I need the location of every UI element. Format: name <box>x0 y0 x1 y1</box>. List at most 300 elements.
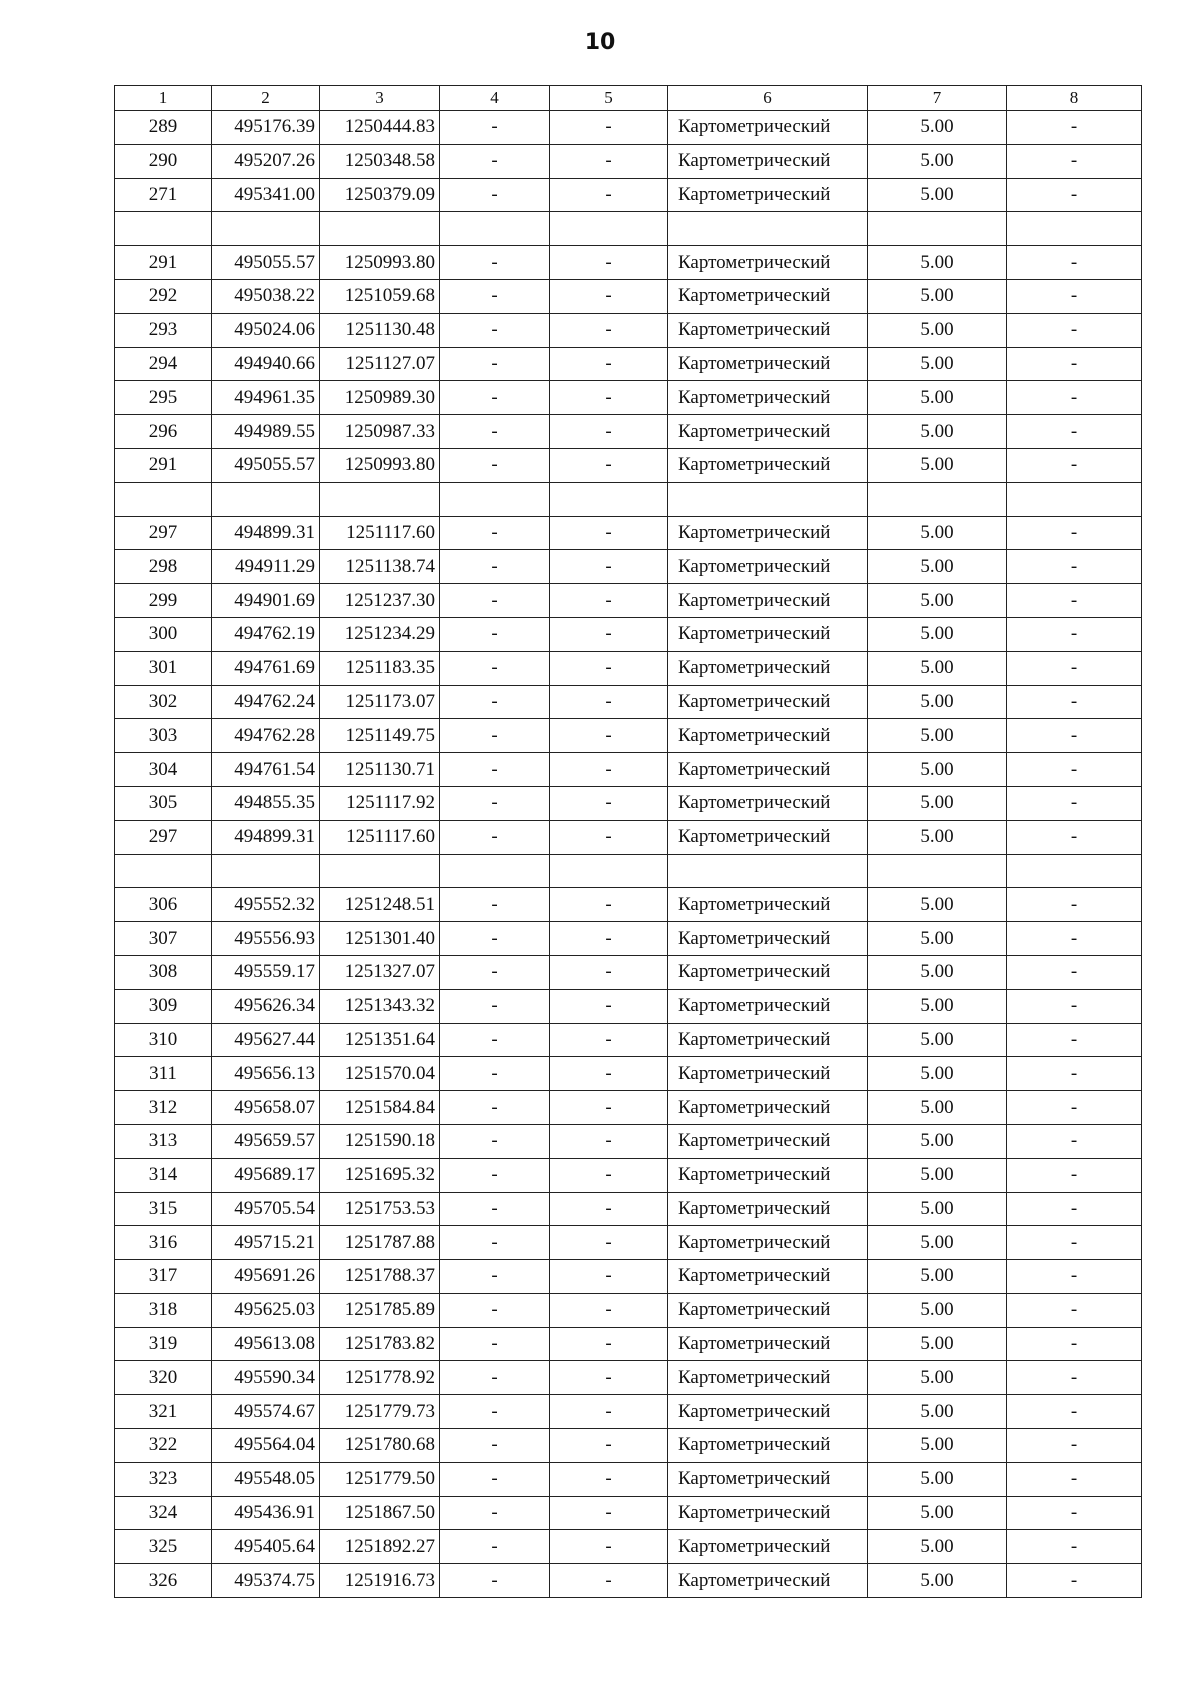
y-coordinate-cell: 1251343.32 <box>320 989 440 1023</box>
column-5-cell: - <box>550 1395 668 1429</box>
column-5-cell: - <box>550 178 668 212</box>
column-5-cell: - <box>550 381 668 415</box>
column-5-cell: - <box>550 1057 668 1091</box>
table-row <box>115 1462 1142 1496</box>
accuracy-cell: 5.00 <box>868 111 1007 145</box>
column-8-cell: - <box>1007 111 1142 145</box>
point-number-cell: 309 <box>115 989 212 1023</box>
method-cell: Картометрический <box>668 246 868 280</box>
accuracy-cell: 5.00 <box>868 584 1007 618</box>
table-row <box>115 1293 1142 1327</box>
table-row <box>115 347 1142 381</box>
column-8-cell: - <box>1007 1192 1142 1226</box>
y-coordinate-cell <box>320 212 440 246</box>
y-coordinate-cell: 1251780.68 <box>320 1429 440 1463</box>
y-coordinate-cell <box>320 482 440 516</box>
column-5-cell: - <box>550 1226 668 1260</box>
y-coordinate-cell: 1251117.60 <box>320 516 440 550</box>
table-row <box>115 178 1142 212</box>
method-cell: Картометрический <box>668 381 868 415</box>
point-number-cell: 300 <box>115 617 212 651</box>
y-coordinate-cell: 1251570.04 <box>320 1057 440 1091</box>
column-5-cell: - <box>550 279 668 313</box>
column-5-cell: - <box>550 1124 668 1158</box>
x-coordinate-cell: 495552.32 <box>212 888 320 922</box>
table-row <box>115 448 1142 482</box>
column-4-cell: - <box>440 381 550 415</box>
column-4-cell: - <box>440 1260 550 1294</box>
column-header-5: 5 <box>550 86 668 111</box>
y-coordinate-cell: 1251779.50 <box>320 1462 440 1496</box>
y-coordinate-cell: 1251788.37 <box>320 1260 440 1294</box>
column-4-cell: - <box>440 144 550 178</box>
y-coordinate-cell: 1251916.73 <box>320 1564 440 1598</box>
accuracy-cell: 5.00 <box>868 516 1007 550</box>
column-5-cell: - <box>550 415 668 449</box>
column-8-cell: - <box>1007 246 1142 280</box>
column-5-cell: - <box>550 685 668 719</box>
column-5-cell <box>550 212 668 246</box>
point-number-cell: 314 <box>115 1158 212 1192</box>
column-5-cell: - <box>550 1530 668 1564</box>
table-row <box>115 888 1142 922</box>
y-coordinate-cell: 1251779.73 <box>320 1395 440 1429</box>
column-4-cell: - <box>440 111 550 145</box>
column-8-cell: - <box>1007 1226 1142 1260</box>
column-5-cell: - <box>550 246 668 280</box>
x-coordinate-cell: 495590.34 <box>212 1361 320 1395</box>
column-5-cell: - <box>550 584 668 618</box>
point-number-cell: 319 <box>115 1327 212 1361</box>
method-cell: Картометрический <box>668 550 868 584</box>
table-row <box>115 584 1142 618</box>
column-8-cell: - <box>1007 1293 1142 1327</box>
x-coordinate-cell: 495055.57 <box>212 448 320 482</box>
x-coordinate-cell: 494899.31 <box>212 516 320 550</box>
x-coordinate-cell <box>212 854 320 888</box>
accuracy-cell: 5.00 <box>868 1361 1007 1395</box>
x-coordinate-cell: 495436.91 <box>212 1496 320 1530</box>
accuracy-cell: 5.00 <box>868 888 1007 922</box>
x-coordinate-cell: 495564.04 <box>212 1429 320 1463</box>
table-row <box>115 1260 1142 1294</box>
point-number-cell: 325 <box>115 1530 212 1564</box>
point-number-cell: 323 <box>115 1462 212 1496</box>
accuracy-cell <box>868 854 1007 888</box>
x-coordinate-cell: 494940.66 <box>212 347 320 381</box>
method-cell: Картометрический <box>668 1091 868 1125</box>
point-number-cell: 308 <box>115 955 212 989</box>
x-coordinate-cell: 495691.26 <box>212 1260 320 1294</box>
point-number-cell: 326 <box>115 1564 212 1598</box>
column-5-cell: - <box>550 111 668 145</box>
y-coordinate-cell: 1251117.92 <box>320 786 440 820</box>
y-coordinate-cell: 1250989.30 <box>320 381 440 415</box>
column-4-cell: - <box>440 820 550 854</box>
accuracy-cell: 5.00 <box>868 685 1007 719</box>
column-5-cell: - <box>550 989 668 1023</box>
y-coordinate-cell: 1251695.32 <box>320 1158 440 1192</box>
column-4-cell: - <box>440 313 550 347</box>
column-5-cell: - <box>550 786 668 820</box>
point-number-cell: 307 <box>115 922 212 956</box>
column-4-cell <box>440 482 550 516</box>
point-number-cell: 305 <box>115 786 212 820</box>
column-4-cell: - <box>440 1429 550 1463</box>
method-cell: Картометрический <box>668 313 868 347</box>
y-coordinate-cell: 1251248.51 <box>320 888 440 922</box>
column-5-cell: - <box>550 1462 668 1496</box>
column-5-cell: - <box>550 888 668 922</box>
point-number-cell: 289 <box>115 111 212 145</box>
column-4-cell: - <box>440 888 550 922</box>
coordinates-table <box>114 85 1142 1598</box>
column-8-cell: - <box>1007 1158 1142 1192</box>
x-coordinate-cell: 495341.00 <box>212 178 320 212</box>
column-4-cell: - <box>440 347 550 381</box>
method-cell: Картометрический <box>668 786 868 820</box>
method-cell: Картометрический <box>668 1260 868 1294</box>
column-5-cell: - <box>550 1091 668 1125</box>
column-4-cell: - <box>440 1496 550 1530</box>
table-body <box>115 86 1142 1598</box>
column-5-cell: - <box>550 1496 668 1530</box>
y-coordinate-cell: 1250348.58 <box>320 144 440 178</box>
point-number-cell: 301 <box>115 651 212 685</box>
column-8-cell: - <box>1007 719 1142 753</box>
accuracy-cell: 5.00 <box>868 786 1007 820</box>
column-5-cell: - <box>550 1023 668 1057</box>
column-8-cell: - <box>1007 448 1142 482</box>
point-number-cell: 295 <box>115 381 212 415</box>
column-5-cell: - <box>550 516 668 550</box>
y-coordinate-cell: 1251138.74 <box>320 550 440 584</box>
accuracy-cell: 5.00 <box>868 651 1007 685</box>
accuracy-cell: 5.00 <box>868 1124 1007 1158</box>
column-5-cell: - <box>550 1192 668 1226</box>
column-8-cell: - <box>1007 1462 1142 1496</box>
table-row <box>115 1395 1142 1429</box>
x-coordinate-cell <box>212 212 320 246</box>
method-cell: Картометрический <box>668 1057 868 1091</box>
point-number-cell: 322 <box>115 1429 212 1463</box>
accuracy-cell: 5.00 <box>868 719 1007 753</box>
table-row <box>115 651 1142 685</box>
method-cell: Картометрический <box>668 144 868 178</box>
accuracy-cell: 5.00 <box>868 1327 1007 1361</box>
column-8-cell: - <box>1007 1327 1142 1361</box>
x-coordinate-cell: 494855.35 <box>212 786 320 820</box>
accuracy-cell: 5.00 <box>868 617 1007 651</box>
method-cell: Картометрический <box>668 753 868 787</box>
table-row <box>115 1226 1142 1260</box>
y-coordinate-cell: 1251117.60 <box>320 820 440 854</box>
table-row <box>115 1091 1142 1125</box>
point-number-cell: 271 <box>115 178 212 212</box>
accuracy-cell: 5.00 <box>868 1530 1007 1564</box>
table-row <box>115 989 1142 1023</box>
x-coordinate-cell: 495176.39 <box>212 111 320 145</box>
column-8-cell: - <box>1007 651 1142 685</box>
method-cell: Картометрический <box>668 1564 868 1598</box>
column-8-cell: - <box>1007 550 1142 584</box>
table-header-row <box>115 86 1142 111</box>
method-cell: Картометрический <box>668 448 868 482</box>
table-row <box>115 111 1142 145</box>
accuracy-cell: 5.00 <box>868 1192 1007 1226</box>
column-4-cell: - <box>440 448 550 482</box>
point-number-cell: 291 <box>115 448 212 482</box>
accuracy-cell: 5.00 <box>868 1158 1007 1192</box>
column-4-cell: - <box>440 279 550 313</box>
table-row <box>115 617 1142 651</box>
method-cell: Картометрический <box>668 1293 868 1327</box>
accuracy-cell: 5.00 <box>868 550 1007 584</box>
column-8-cell: - <box>1007 1395 1142 1429</box>
method-cell: Картометрический <box>668 1429 868 1463</box>
method-cell: Картометрический <box>668 1158 868 1192</box>
method-cell: Картометрический <box>668 415 868 449</box>
x-coordinate-cell: 495556.93 <box>212 922 320 956</box>
point-number-cell: 312 <box>115 1091 212 1125</box>
column-8-cell: - <box>1007 685 1142 719</box>
column-4-cell: - <box>440 1293 550 1327</box>
column-5-cell: - <box>550 651 668 685</box>
column-8-cell: - <box>1007 753 1142 787</box>
column-8-cell: - <box>1007 415 1142 449</box>
table-row <box>115 1192 1142 1226</box>
column-4-cell: - <box>440 922 550 956</box>
y-coordinate-cell: 1251173.07 <box>320 685 440 719</box>
accuracy-cell: 5.00 <box>868 1057 1007 1091</box>
x-coordinate-cell: 495658.07 <box>212 1091 320 1125</box>
x-coordinate-cell: 495207.26 <box>212 144 320 178</box>
table-row <box>115 1327 1142 1361</box>
table-row <box>115 279 1142 313</box>
table-row <box>115 955 1142 989</box>
point-number-cell: 311 <box>115 1057 212 1091</box>
column-4-cell: - <box>440 1226 550 1260</box>
x-coordinate-cell: 494901.69 <box>212 584 320 618</box>
accuracy-cell: 5.00 <box>868 1091 1007 1125</box>
column-4-cell: - <box>440 1057 550 1091</box>
y-coordinate-cell: 1250987.33 <box>320 415 440 449</box>
table-row <box>115 1530 1142 1564</box>
column-8-cell <box>1007 212 1142 246</box>
method-cell: Картометрический <box>668 888 868 922</box>
column-5-cell: - <box>550 313 668 347</box>
x-coordinate-cell: 495626.34 <box>212 989 320 1023</box>
y-coordinate-cell: 1251301.40 <box>320 922 440 956</box>
separator-row <box>115 854 1142 888</box>
separator-row <box>115 212 1142 246</box>
method-cell: Картометрический <box>668 651 868 685</box>
column-8-cell: - <box>1007 144 1142 178</box>
x-coordinate-cell: 495055.57 <box>212 246 320 280</box>
column-5-cell <box>550 482 668 516</box>
y-coordinate-cell: 1251127.07 <box>320 347 440 381</box>
column-4-cell: - <box>440 1327 550 1361</box>
column-5-cell: - <box>550 448 668 482</box>
accuracy-cell: 5.00 <box>868 313 1007 347</box>
point-number-cell <box>115 212 212 246</box>
y-coordinate-cell: 1250379.09 <box>320 178 440 212</box>
table-row <box>115 1429 1142 1463</box>
method-cell: Картометрический <box>668 1124 868 1158</box>
column-header-6: 6 <box>668 86 868 111</box>
column-5-cell: - <box>550 1158 668 1192</box>
x-coordinate-cell: 495627.44 <box>212 1023 320 1057</box>
column-4-cell: - <box>440 1395 550 1429</box>
column-8-cell <box>1007 854 1142 888</box>
column-8-cell: - <box>1007 1057 1142 1091</box>
column-4-cell: - <box>440 753 550 787</box>
point-number-cell: 320 <box>115 1361 212 1395</box>
x-coordinate-cell: 495405.64 <box>212 1530 320 1564</box>
x-coordinate-cell: 494761.69 <box>212 651 320 685</box>
y-coordinate-cell: 1251783.82 <box>320 1327 440 1361</box>
method-cell: Картометрический <box>668 1327 868 1361</box>
column-5-cell: - <box>550 1361 668 1395</box>
column-4-cell: - <box>440 719 550 753</box>
method-cell: Картометрический <box>668 922 868 956</box>
point-number-cell <box>115 482 212 516</box>
method-cell: Картометрический <box>668 1192 868 1226</box>
point-number-cell: 315 <box>115 1192 212 1226</box>
accuracy-cell: 5.00 <box>868 989 1007 1023</box>
table-row <box>115 1057 1142 1091</box>
point-number-cell: 294 <box>115 347 212 381</box>
y-coordinate-cell: 1251130.71 <box>320 753 440 787</box>
column-4-cell: - <box>440 1091 550 1125</box>
column-8-cell: - <box>1007 1530 1142 1564</box>
column-5-cell: - <box>550 347 668 381</box>
accuracy-cell: 5.00 <box>868 347 1007 381</box>
y-coordinate-cell: 1251867.50 <box>320 1496 440 1530</box>
method-cell: Картометрический <box>668 279 868 313</box>
column-header-3: 3 <box>320 86 440 111</box>
column-8-cell: - <box>1007 1091 1142 1125</box>
point-number-cell: 306 <box>115 888 212 922</box>
method-cell: Картометрический <box>668 347 868 381</box>
column-8-cell: - <box>1007 1496 1142 1530</box>
y-coordinate-cell: 1251059.68 <box>320 279 440 313</box>
column-4-cell: - <box>440 786 550 820</box>
column-8-cell: - <box>1007 989 1142 1023</box>
y-coordinate-cell: 1251130.48 <box>320 313 440 347</box>
accuracy-cell: 5.00 <box>868 144 1007 178</box>
column-8-cell: - <box>1007 178 1142 212</box>
column-8-cell: - <box>1007 516 1142 550</box>
accuracy-cell: 5.00 <box>868 1564 1007 1598</box>
column-5-cell: - <box>550 719 668 753</box>
table-row <box>115 246 1142 280</box>
accuracy-cell: 5.00 <box>868 448 1007 482</box>
method-cell: Картометрический <box>668 1530 868 1564</box>
method-cell: Картометрический <box>668 1361 868 1395</box>
y-coordinate-cell: 1251327.07 <box>320 955 440 989</box>
column-4-cell: - <box>440 584 550 618</box>
point-number-cell: 298 <box>115 550 212 584</box>
column-8-cell: - <box>1007 820 1142 854</box>
column-header-4: 4 <box>440 86 550 111</box>
accuracy-cell: 5.00 <box>868 1462 1007 1496</box>
method-cell: Картометрический <box>668 955 868 989</box>
accuracy-cell: 5.00 <box>868 381 1007 415</box>
y-coordinate-cell: 1251778.92 <box>320 1361 440 1395</box>
point-number-cell: 291 <box>115 246 212 280</box>
method-cell: Картометрический <box>668 1462 868 1496</box>
table-row <box>115 1564 1142 1598</box>
x-coordinate-cell: 495659.57 <box>212 1124 320 1158</box>
point-number-cell: 303 <box>115 719 212 753</box>
point-number-cell: 318 <box>115 1293 212 1327</box>
table-row <box>115 922 1142 956</box>
column-4-cell: - <box>440 955 550 989</box>
x-coordinate-cell <box>212 482 320 516</box>
accuracy-cell: 5.00 <box>868 1023 1007 1057</box>
point-number-cell: 313 <box>115 1124 212 1158</box>
accuracy-cell: 5.00 <box>868 753 1007 787</box>
column-4-cell: - <box>440 415 550 449</box>
accuracy-cell <box>868 212 1007 246</box>
x-coordinate-cell: 495024.06 <box>212 313 320 347</box>
method-cell: Картометрический <box>668 1023 868 1057</box>
method-cell <box>668 212 868 246</box>
accuracy-cell: 5.00 <box>868 1429 1007 1463</box>
column-header-7: 7 <box>868 86 1007 111</box>
column-8-cell: - <box>1007 1124 1142 1158</box>
column-5-cell: - <box>550 753 668 787</box>
x-coordinate-cell: 495038.22 <box>212 279 320 313</box>
column-4-cell: - <box>440 1158 550 1192</box>
column-5-cell: - <box>550 617 668 651</box>
y-coordinate-cell: 1250444.83 <box>320 111 440 145</box>
column-4-cell: - <box>440 1361 550 1395</box>
x-coordinate-cell: 494961.35 <box>212 381 320 415</box>
point-number-cell: 324 <box>115 1496 212 1530</box>
table-row <box>115 516 1142 550</box>
column-4-cell: - <box>440 178 550 212</box>
accuracy-cell <box>868 482 1007 516</box>
column-5-cell: - <box>550 1429 668 1463</box>
column-4-cell: - <box>440 1023 550 1057</box>
column-4-cell <box>440 212 550 246</box>
point-number-cell: 317 <box>115 1260 212 1294</box>
column-8-cell: - <box>1007 1023 1142 1057</box>
accuracy-cell: 5.00 <box>868 820 1007 854</box>
point-number-cell: 297 <box>115 516 212 550</box>
table-row <box>115 719 1142 753</box>
column-4-cell: - <box>440 1462 550 1496</box>
x-coordinate-cell: 494762.19 <box>212 617 320 651</box>
column-4-cell: - <box>440 685 550 719</box>
y-coordinate-cell: 1251149.75 <box>320 719 440 753</box>
column-8-cell: - <box>1007 1260 1142 1294</box>
column-5-cell: - <box>550 1564 668 1598</box>
accuracy-cell: 5.00 <box>868 1226 1007 1260</box>
x-coordinate-cell: 495715.21 <box>212 1226 320 1260</box>
column-5-cell: - <box>550 1293 668 1327</box>
x-coordinate-cell: 495689.17 <box>212 1158 320 1192</box>
table-row <box>115 1496 1142 1530</box>
point-number-cell: 293 <box>115 313 212 347</box>
accuracy-cell: 5.00 <box>868 415 1007 449</box>
separator-row <box>115 482 1142 516</box>
method-cell: Картометрический <box>668 516 868 550</box>
accuracy-cell: 5.00 <box>868 178 1007 212</box>
point-number-cell: 296 <box>115 415 212 449</box>
